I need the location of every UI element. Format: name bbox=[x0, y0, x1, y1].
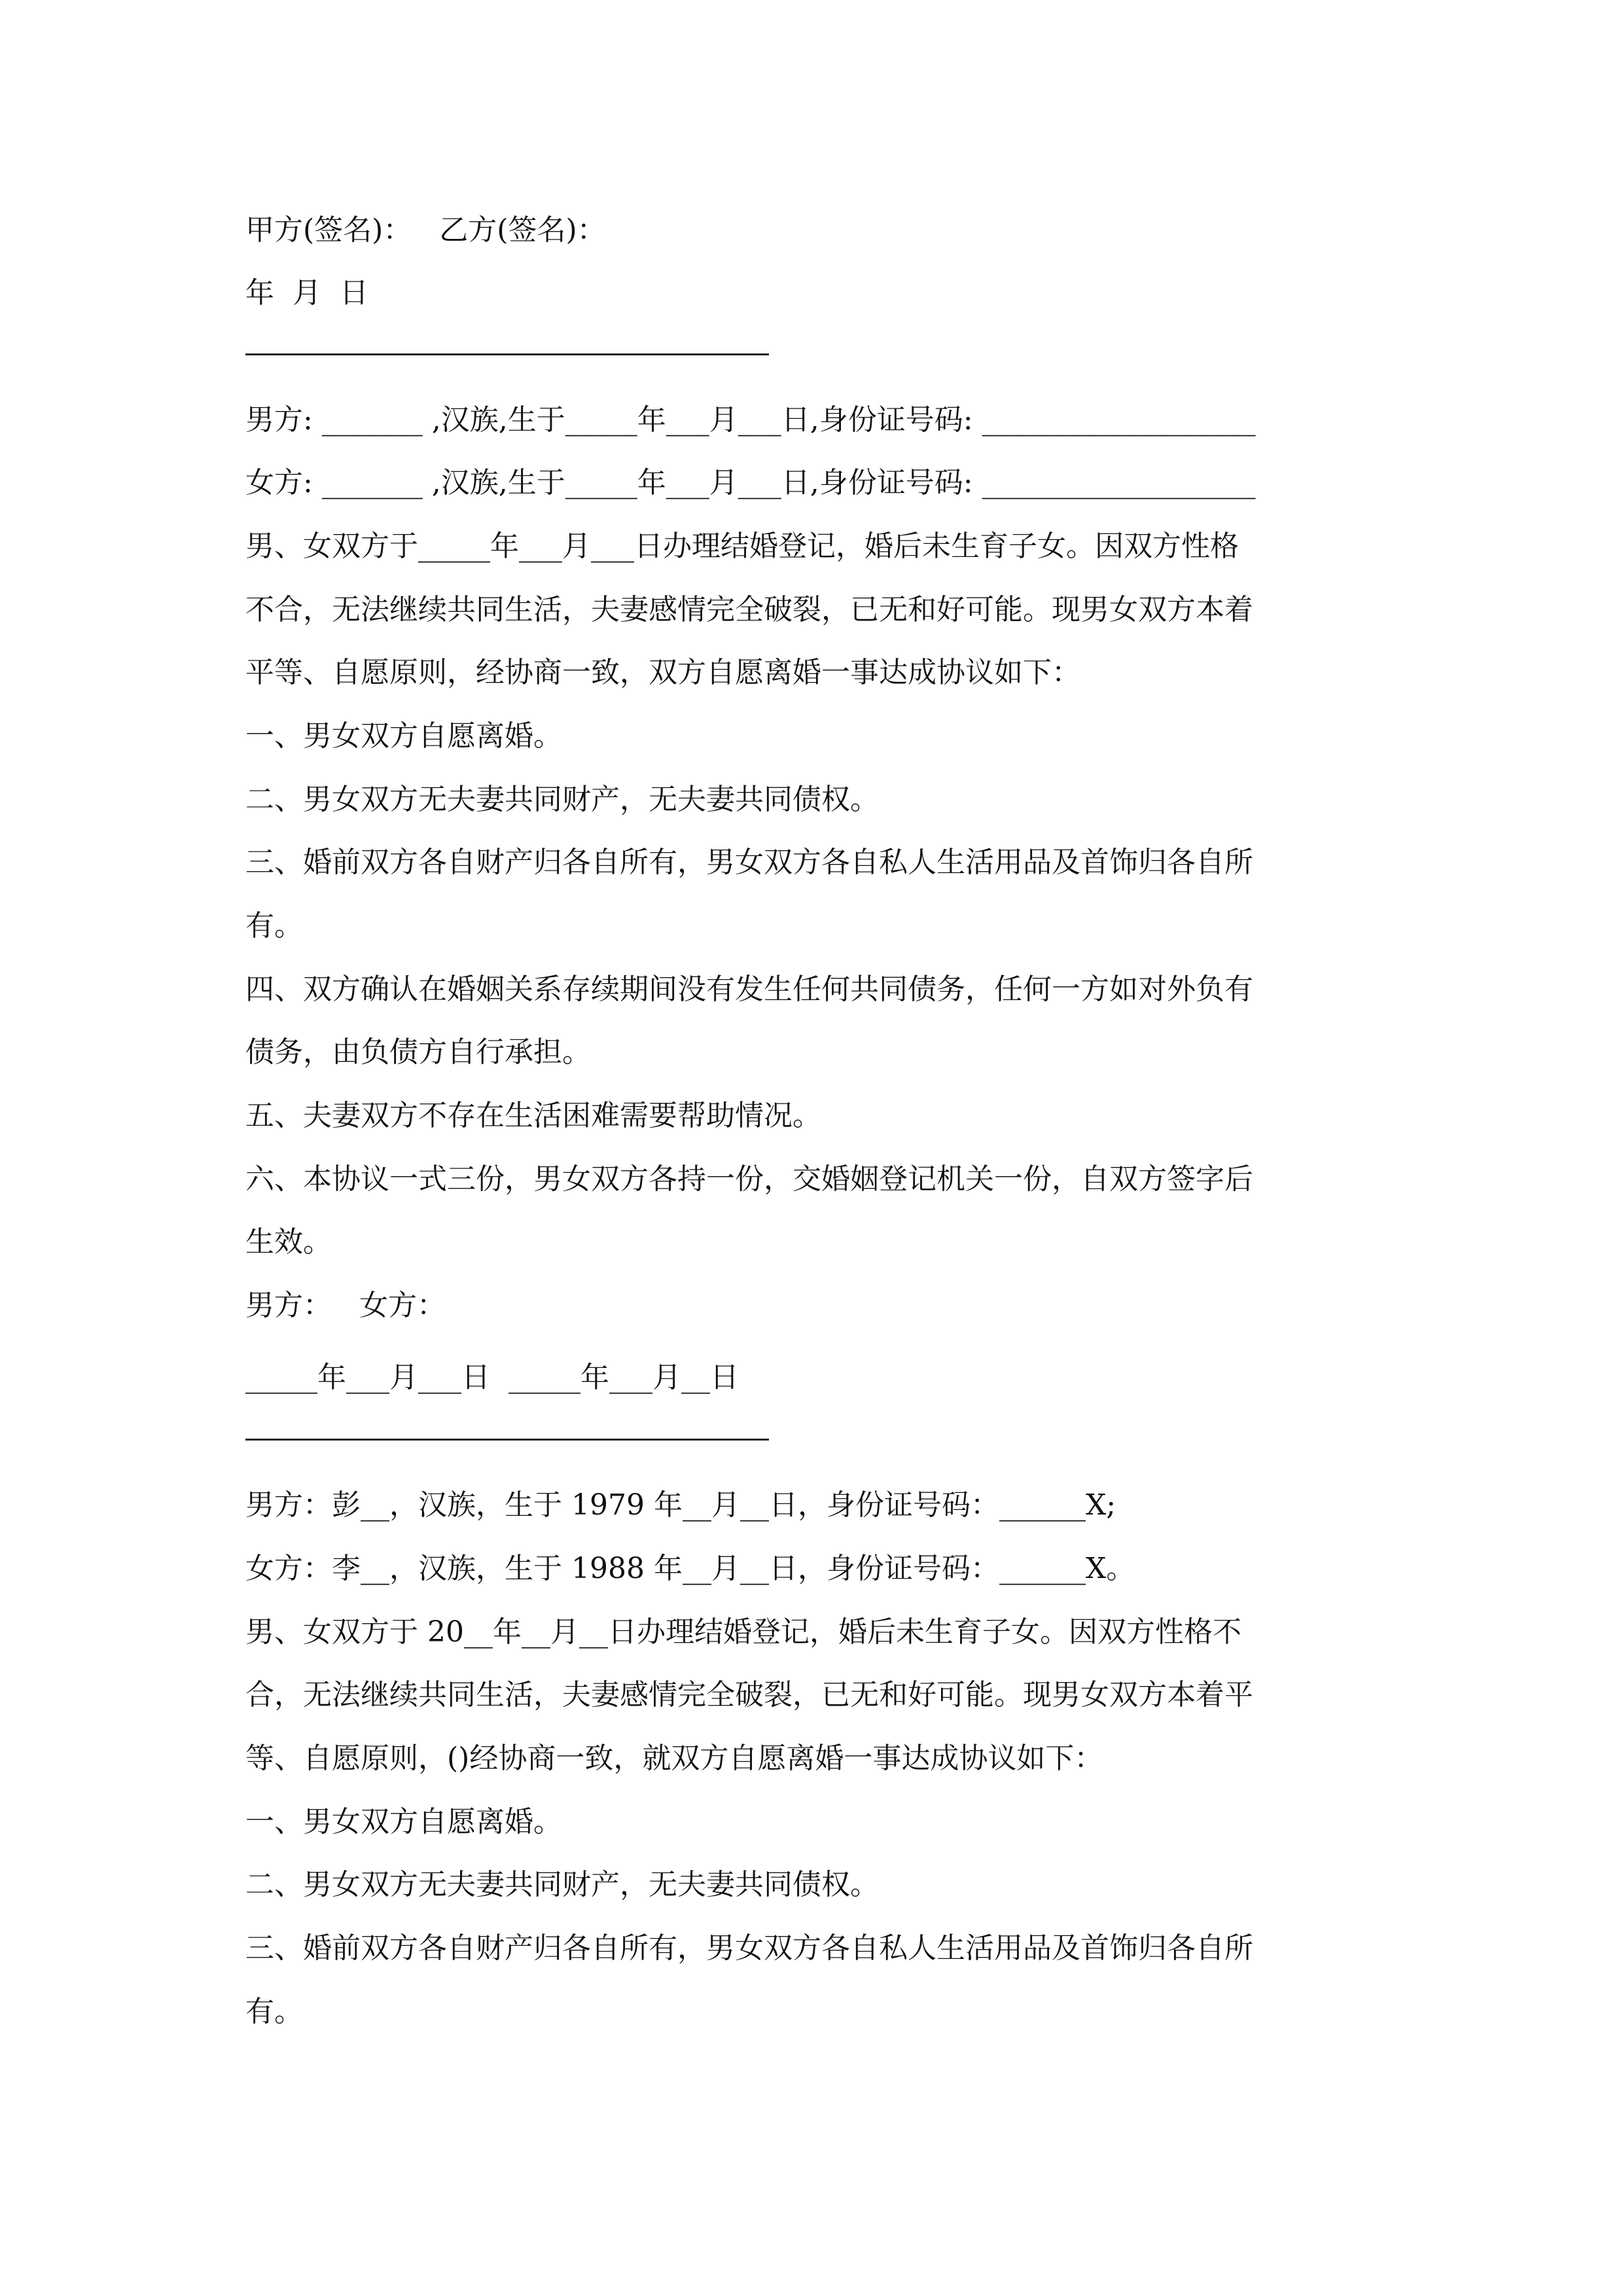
date-line: 年 月 日 bbox=[245, 276, 368, 310]
text-line: 二、男女双方无夫妻共同财产，无夫妻共同债权。 bbox=[245, 783, 879, 816]
text-line: 不合，无法继续共同生活，夫妻感情完全破裂，已无和好可能。现男女双方本着 bbox=[245, 593, 1253, 626]
text-line: 合，无法继续共同生活，夫妻感情完全破裂，已无和好可能。现男女双方本着平 bbox=[245, 1678, 1253, 1712]
text-line: 一、男女双方自愿离婚。 bbox=[245, 719, 562, 753]
section-separator bbox=[245, 353, 769, 355]
text-line: 男、女双方于_____年___月___日办理结婚登记，婚后未生育子女。因双方性格 bbox=[245, 529, 1239, 563]
text-line: 平等、自愿原则，经协商一致，双方自愿离婚一事达成协议如下： bbox=[245, 656, 1080, 689]
text-line: 一、男女双方自愿离婚。 bbox=[245, 1805, 562, 1839]
text-line: 男、女双方于 20__年__月__日办理结婚登记，婚后未生育子女。因双方性格不 bbox=[245, 1615, 1241, 1649]
text-line: 生效。 bbox=[245, 1225, 332, 1259]
signature-line: 甲方(签名)： 乙方(签名)： bbox=[245, 213, 606, 247]
text-line: _____年___月___日 _____年___月__日 bbox=[245, 1361, 739, 1394]
text-line: 三、婚前双方各自财产归各自所有，男女双方各自私人生活用品及首饰归各自所 bbox=[245, 846, 1253, 879]
text-line: 男方：彭__，汉族，生于 1979 年__月__日，身份证号码：______X; bbox=[245, 1488, 1116, 1522]
text-line: 二、男女双方无夫妻共同财产，无夫妻共同债权。 bbox=[245, 1868, 879, 1901]
text-line: 男方： 女方： bbox=[245, 1289, 446, 1322]
text-line: 女方: _______ ,汉族,生于_____年___月___日,身份证号码: ___________________ bbox=[245, 466, 1256, 499]
text-line: 三、婚前双方各自财产归各自所有，男女双方各自私人生活用品及首饰归各自所 bbox=[245, 1931, 1253, 1965]
text-line: 五、夫妻双方不存在生活困难需要帮助情况。 bbox=[245, 1099, 821, 1132]
text-line: 等、自愿原则，()经协商一致，就双方自愿离婚一事达成协议如下： bbox=[245, 1742, 1103, 1775]
text-line: 四、双方确认在婚姻关系存续期间没有发生任何共同债务，任何一方如对外负有 bbox=[245, 973, 1253, 1006]
text-line: 有。 bbox=[245, 1995, 303, 2028]
text-line: 有。 bbox=[245, 909, 303, 942]
text-line: 债务，由负债方自行承担。 bbox=[245, 1035, 591, 1069]
text-line: 六、本协议一式三份，男女双方各持一份，交婚姻登记机关一份，自双方签字后 bbox=[245, 1162, 1253, 1196]
section-separator bbox=[245, 1439, 769, 1441]
text-line: 男方: _______ ,汉族,生于_____年___月___日,身份证号码: ___________________ bbox=[245, 403, 1256, 437]
text-line: 女方：李__，汉族，生于 1988 年__月__日，身份证号码：______X。 bbox=[245, 1552, 1135, 1585]
